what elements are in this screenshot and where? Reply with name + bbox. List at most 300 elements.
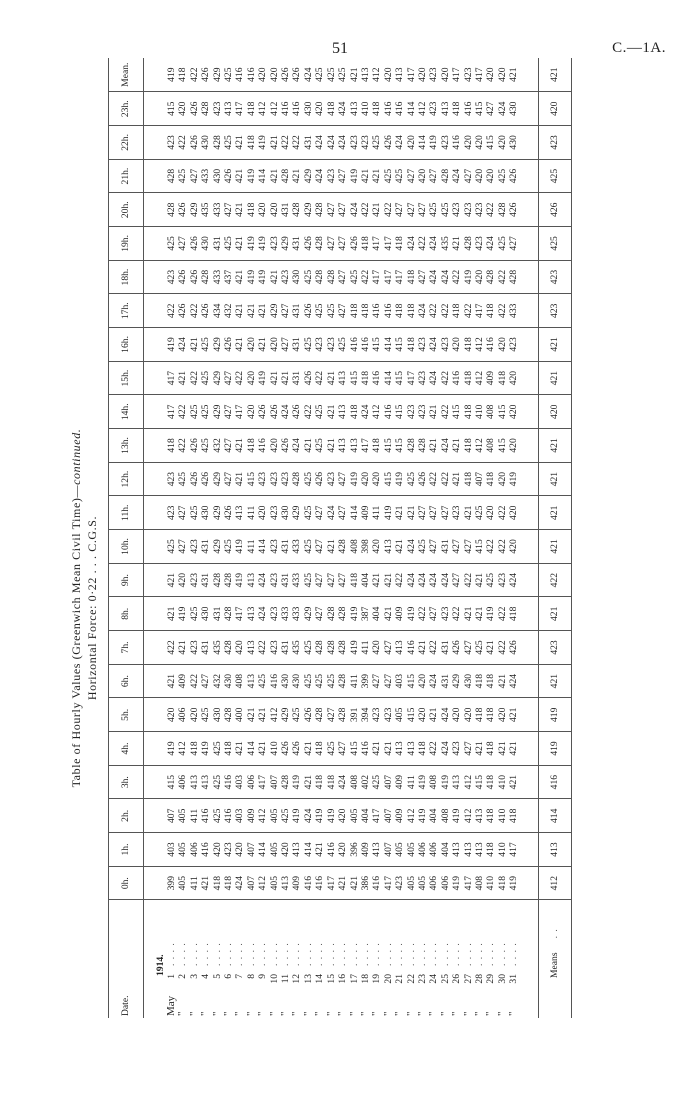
value-cell: 428 [406, 429, 417, 463]
value-cell: 421 [166, 563, 177, 597]
table-body [144, 58, 572, 1018]
value-cell: 421 [269, 126, 280, 160]
date-column-header: Date. [109, 900, 144, 1018]
value-cell: 424 [417, 294, 428, 328]
value-cell: 418 [326, 765, 337, 799]
value-cell: 418 [485, 294, 496, 328]
value-cell: 421 [291, 159, 302, 193]
value-cell: 422 [189, 58, 200, 92]
value-cell: 405 [417, 866, 428, 900]
value-cell: 415 [371, 328, 382, 362]
value-cell: 428 [314, 193, 325, 227]
value-cell: 416 [200, 833, 211, 867]
month-label: " [301, 1011, 314, 1016]
value-cell: 427 [383, 664, 394, 698]
value-cell: 426 [280, 58, 291, 92]
value-cell: 419 [166, 732, 177, 766]
value-cell: 413 [349, 92, 360, 126]
value-cell: 419 [166, 58, 177, 92]
value-cell: 427 [337, 227, 348, 261]
value-cell: 421 [246, 698, 257, 732]
empty-cell [520, 462, 539, 496]
value-cell: 408 [485, 395, 496, 429]
value-cell: 425 [485, 563, 496, 597]
value-cell: 420 [360, 462, 371, 496]
empty-cell [520, 866, 539, 900]
value-cell: 425 [371, 765, 382, 799]
value-cell: 413 [451, 833, 462, 867]
value-cell: 415 [497, 395, 508, 429]
value-cell: 413 [440, 92, 451, 126]
month-label: " [404, 1011, 417, 1016]
value-cell: 414 [417, 126, 428, 160]
hour-column-header: 18h. [109, 260, 144, 294]
table-row [371, 58, 382, 1018]
value-cell: 425 [212, 732, 223, 766]
day-number: 9 [257, 974, 269, 979]
value-cell: 420 [463, 698, 474, 732]
value-cell: 425 [474, 631, 485, 665]
value-cell: 419 [177, 597, 188, 631]
value-cell: 421 [451, 462, 462, 496]
value-cell: 426 [223, 328, 234, 362]
mean-value-cell: 425 [538, 159, 571, 193]
date-cell [337, 900, 348, 1018]
value-cell: 421 [417, 631, 428, 665]
value-cell: 426 [269, 395, 280, 429]
value-cell: 431 [440, 530, 451, 564]
value-cell: 417 [406, 58, 417, 92]
value-cell: 424 [428, 563, 439, 597]
mean-value-cell: 421 [538, 361, 571, 395]
value-cell: 419 [246, 159, 257, 193]
value-cell: 413 [406, 732, 417, 766]
value-cell: 420 [485, 58, 496, 92]
value-cell: 412 [177, 732, 188, 766]
value-cell: 423 [326, 159, 337, 193]
table-row [326, 58, 337, 1018]
value-cell: 421 [474, 597, 485, 631]
value-cell: 419 [417, 765, 428, 799]
value-cell: 420 [497, 698, 508, 732]
means-label [538, 900, 571, 1018]
value-cell: 422 [177, 429, 188, 463]
value-cell: 418 [246, 126, 257, 160]
value-cell: 421 [234, 227, 245, 261]
month-label: " [507, 1011, 520, 1016]
empty-cell [144, 631, 167, 665]
value-cell: 423 [257, 462, 268, 496]
value-cell: 422 [360, 260, 371, 294]
empty-cell [520, 765, 539, 799]
value-cell: 431 [280, 631, 291, 665]
value-cell: 425 [428, 193, 439, 227]
value-cell: 424 [280, 395, 291, 429]
hour-column-header: 7h. [109, 631, 144, 665]
value-cell: 428 [314, 698, 325, 732]
value-cell: 418 [394, 294, 405, 328]
value-cell: 424 [337, 765, 348, 799]
value-cell: 421 [383, 732, 394, 766]
value-cell: 427 [280, 328, 291, 362]
value-cell: 428 [166, 159, 177, 193]
value-cell: 421 [234, 193, 245, 227]
table-row [337, 58, 348, 1018]
value-cell: 430 [280, 496, 291, 530]
value-cell: 404 [428, 799, 439, 833]
value-cell: 424 [428, 328, 439, 362]
dot-leader: . . . . [439, 942, 451, 966]
value-cell: 399 [360, 664, 371, 698]
value-cell: 425 [212, 765, 223, 799]
value-cell: 421 [234, 294, 245, 328]
value-cell: 415 [166, 765, 177, 799]
hour-column-header: 21h. [109, 159, 144, 193]
dot-leader: . . . . [211, 942, 223, 966]
value-cell: 417 [451, 58, 462, 92]
value-cell: 419 [291, 799, 302, 833]
value-cell: 406 [428, 866, 439, 900]
value-cell: 427 [337, 496, 348, 530]
value-cell: 431 [303, 126, 314, 160]
value-cell: 425 [303, 260, 314, 294]
dot-leader: . . . . [280, 942, 292, 966]
value-cell: 425 [223, 530, 234, 564]
dot-leader: . . . . [405, 942, 417, 966]
year-label [144, 900, 167, 1018]
value-cell: 406 [177, 765, 188, 799]
hour-column-header: 17h. [109, 294, 144, 328]
table-row [451, 58, 462, 1018]
value-cell: 427 [428, 159, 439, 193]
value-cell: 408 [485, 429, 496, 463]
value-cell: 424 [440, 260, 451, 294]
value-cell: 399 [166, 866, 177, 900]
value-cell: 413 [394, 58, 405, 92]
value-cell: 426 [223, 496, 234, 530]
value-cell: 427 [428, 597, 439, 631]
value-cell: 418 [406, 328, 417, 362]
value-cell: 421 [234, 462, 245, 496]
value-cell: 431 [280, 530, 291, 564]
value-cell: 418 [189, 732, 200, 766]
value-cell: 424 [451, 159, 462, 193]
month-label: " [381, 1011, 394, 1016]
value-cell: 428 [314, 260, 325, 294]
value-cell: 422 [417, 597, 428, 631]
day-number: 29 [485, 974, 497, 984]
value-cell: 419 [451, 799, 462, 833]
value-cell: 417 [360, 429, 371, 463]
value-cell: 421 [349, 866, 360, 900]
value-cell: 431 [212, 597, 223, 631]
value-cell: 426 [383, 126, 394, 160]
table-row [497, 58, 508, 1018]
value-cell: 430 [200, 496, 211, 530]
value-cell: 420 [508, 496, 519, 530]
value-cell: 420 [177, 92, 188, 126]
value-cell: 423 [360, 126, 371, 160]
value-cell: 415 [246, 462, 257, 496]
value-cell: 421 [234, 328, 245, 362]
value-cell: 386 [360, 866, 371, 900]
hour-column-header: 22h. [109, 126, 144, 160]
value-cell: 407 [383, 799, 394, 833]
value-cell: 426 [303, 227, 314, 261]
value-cell: 420 [497, 126, 508, 160]
value-cell: 429 [212, 395, 223, 429]
value-cell: 422 [497, 530, 508, 564]
value-cell: 391 [349, 698, 360, 732]
value-cell: 411 [406, 765, 417, 799]
value-cell: 404 [440, 833, 451, 867]
value-cell: 420 [269, 58, 280, 92]
value-cell: 427 [417, 260, 428, 294]
value-cell: 422 [291, 126, 302, 160]
mean-value-cell: 423 [538, 294, 571, 328]
value-cell: 426 [314, 462, 325, 496]
value-cell: 427 [406, 159, 417, 193]
value-cell: 416 [451, 126, 462, 160]
value-cell: 418 [463, 395, 474, 429]
value-cell: 414 [349, 496, 360, 530]
value-cell: 423 [189, 530, 200, 564]
year-row [144, 58, 167, 1018]
value-cell: 427 [200, 664, 211, 698]
value-cell: 423 [474, 193, 485, 227]
value-cell: 421 [189, 328, 200, 362]
value-cell: 425 [223, 126, 234, 160]
value-cell: 416 [200, 799, 211, 833]
day-number: 16 [337, 974, 349, 984]
value-cell: 421 [428, 395, 439, 429]
dot-leader: . . . . [223, 942, 235, 966]
date-cell [177, 900, 188, 1018]
value-cell: 428 [166, 193, 177, 227]
value-cell: 419 [166, 328, 177, 362]
value-cell: 422 [189, 664, 200, 698]
empty-cell [144, 597, 167, 631]
value-cell: 423 [406, 395, 417, 429]
empty-cell [520, 799, 539, 833]
value-cell: 420 [417, 159, 428, 193]
dot-leader: . . . . [348, 942, 360, 966]
value-cell: 427 [177, 530, 188, 564]
month-label: " [176, 1011, 189, 1016]
day-number: 30 [496, 974, 508, 984]
date-cell [360, 900, 371, 1018]
day-number: 17 [348, 974, 360, 984]
empty-cell [144, 530, 167, 564]
month-label: " [336, 1011, 349, 1016]
value-cell: 429 [303, 193, 314, 227]
table-row [406, 58, 417, 1018]
value-cell: 421 [497, 664, 508, 698]
empty-cell [144, 429, 167, 463]
value-cell: 430 [463, 664, 474, 698]
value-cell: 425 [303, 631, 314, 665]
value-cell: 428 [314, 227, 325, 261]
value-cell: 425 [280, 799, 291, 833]
value-cell: 430 [291, 664, 302, 698]
value-cell: 416 [257, 429, 268, 463]
value-cell: 418 [360, 294, 371, 328]
value-cell: 425 [303, 664, 314, 698]
hour-column-header: 1h. [109, 833, 144, 867]
value-cell: 429 [280, 698, 291, 732]
value-cell: 420 [257, 58, 268, 92]
value-cell: 418 [371, 92, 382, 126]
value-cell: 422 [485, 193, 496, 227]
value-cell: 413 [246, 631, 257, 665]
value-cell: 418 [485, 833, 496, 867]
value-cell: 426 [200, 462, 211, 496]
value-cell: 424 [326, 126, 337, 160]
value-cell: 413 [246, 597, 257, 631]
month-label: " [244, 1011, 257, 1016]
value-cell: 430 [200, 597, 211, 631]
value-cell: 418 [246, 193, 257, 227]
value-cell: 423 [451, 496, 462, 530]
value-cell: 427 [463, 631, 474, 665]
day-number: 7 [234, 974, 246, 979]
value-cell: 421 [257, 732, 268, 766]
value-cell: 433 [212, 193, 223, 227]
mean-value-cell: 425 [538, 227, 571, 261]
value-cell: 426 [303, 698, 314, 732]
value-cell: 421 [383, 563, 394, 597]
dot-leader: . . . . [382, 942, 394, 966]
caption-title [68, 128, 84, 1088]
value-cell: 400 [234, 698, 245, 732]
value-cell: 415 [394, 429, 405, 463]
value-cell: 431 [212, 227, 223, 261]
value-cell: 420 [383, 58, 394, 92]
value-cell: 422 [428, 462, 439, 496]
month-label: " [472, 1011, 485, 1016]
value-cell: 427 [371, 664, 382, 698]
month-label: " [438, 1011, 451, 1016]
value-cell: 426 [291, 395, 302, 429]
dot-leader: . . . . [337, 942, 349, 966]
value-cell: 418 [394, 227, 405, 261]
value-cell: 433 [291, 563, 302, 597]
value-cell: 418 [246, 429, 257, 463]
value-cell: 424 [428, 664, 439, 698]
value-cell: 421 [360, 159, 371, 193]
value-cell: 428 [508, 260, 519, 294]
value-cell: 423 [166, 260, 177, 294]
value-cell: 425 [314, 294, 325, 328]
value-cell: 423 [463, 193, 474, 227]
value-cell: 418 [166, 429, 177, 463]
mean-value-cell: 421 [538, 496, 571, 530]
value-cell: 422 [463, 294, 474, 328]
value-cell: 426 [177, 193, 188, 227]
empty-cell [520, 193, 539, 227]
value-cell: 423 [383, 698, 394, 732]
table-row [291, 58, 302, 1018]
mean-value-cell: 426 [538, 193, 571, 227]
value-cell: 418 [349, 563, 360, 597]
value-cell: 404 [371, 597, 382, 631]
value-cell: 423 [394, 866, 405, 900]
hour-column-header: 19h. [109, 227, 144, 261]
value-cell: 431 [291, 227, 302, 261]
value-cell: 428 [337, 631, 348, 665]
value-cell: 424 [508, 664, 519, 698]
mean-value-cell: 421 [538, 328, 571, 362]
value-cell: 423 [440, 126, 451, 160]
value-cell: 426 [508, 193, 519, 227]
value-cell: 418 [463, 462, 474, 496]
value-cell: 420 [474, 260, 485, 294]
empty-cell [144, 496, 167, 530]
empty-cell [144, 260, 167, 294]
value-cell: 418 [406, 294, 417, 328]
value-cell: 427 [314, 530, 325, 564]
value-cell: 425 [406, 462, 417, 496]
value-cell: 422 [189, 361, 200, 395]
day-number: 2 [177, 974, 189, 979]
value-cell: 414 [383, 361, 394, 395]
value-cell: 426 [291, 732, 302, 766]
value-cell: 423 [428, 58, 439, 92]
day-number: 13 [302, 974, 314, 984]
table-row [349, 58, 360, 1018]
table-row [200, 58, 211, 1018]
value-cell: 415 [166, 92, 177, 126]
value-cell: 422 [497, 631, 508, 665]
value-cell: 424 [326, 496, 337, 530]
value-cell: 420 [451, 698, 462, 732]
value-cell: 419 [349, 462, 360, 496]
table-row [303, 58, 314, 1018]
value-cell: 405 [177, 833, 188, 867]
value-cell: 408 [349, 765, 360, 799]
value-cell: 424 [508, 563, 519, 597]
value-cell: 420 [508, 530, 519, 564]
dot-leader: . . . . [245, 942, 257, 966]
value-cell: 422 [428, 294, 439, 328]
mean-value-cell: 414 [538, 799, 571, 833]
value-cell: 417 [383, 260, 394, 294]
hour-column-header: 6h. [109, 664, 144, 698]
value-cell: 429 [212, 462, 223, 496]
dot-leader: . . . . [508, 942, 520, 966]
value-cell: 410 [497, 799, 508, 833]
value-cell: 420 [497, 462, 508, 496]
value-cell: 423 [223, 833, 234, 867]
value-cell: 424 [314, 159, 325, 193]
value-cell: 419 [349, 631, 360, 665]
value-cell: 435 [212, 631, 223, 665]
value-cell: 421 [303, 765, 314, 799]
value-cell: 423 [326, 462, 337, 496]
value-cell: 427 [485, 92, 496, 126]
value-cell: 419 [257, 361, 268, 395]
value-cell: 418 [314, 765, 325, 799]
value-cell: 424 [428, 260, 439, 294]
means-row [538, 58, 571, 1018]
value-cell: 420 [280, 833, 291, 867]
value-cell: 415 [394, 395, 405, 429]
value-cell: 415 [497, 429, 508, 463]
mean-value-cell: 423 [538, 631, 571, 665]
value-cell: 424 [177, 328, 188, 362]
value-cell: 420 [166, 698, 177, 732]
dot-leader: . . [548, 928, 560, 939]
